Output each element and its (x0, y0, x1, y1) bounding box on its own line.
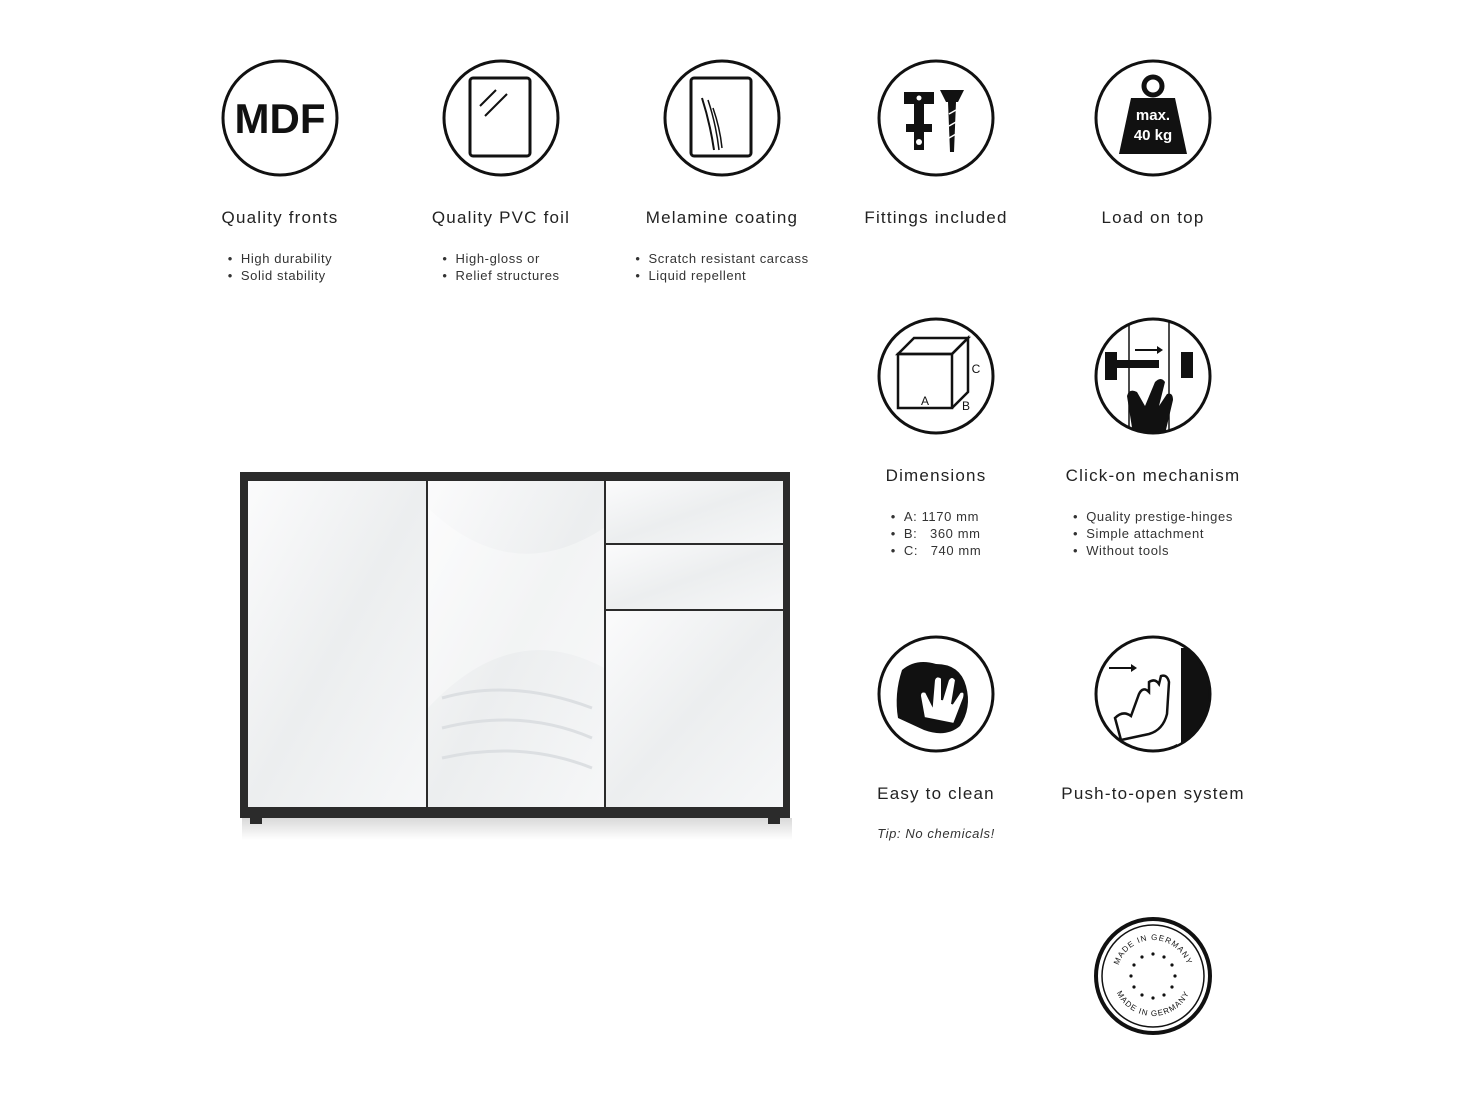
cube-dimensions-icon (876, 316, 996, 436)
drawer-top (606, 481, 783, 543)
weight-kg-text: 40 kg (1133, 127, 1173, 144)
feature-bullets (635, 250, 808, 284)
dimension-c-label: C (971, 362, 981, 376)
feature-title: Quality fronts (221, 208, 339, 227)
feature-bullets (1073, 508, 1233, 559)
bullet: • Without tools (1073, 542, 1233, 559)
feature-clickon (1033, 316, 1273, 560)
feature-mdf (160, 58, 400, 285)
weight-max-text: max. (1135, 107, 1171, 124)
bullet: • Scratch resistant carcass (635, 250, 808, 267)
bullet: • Relief structures (442, 267, 559, 284)
mdf-icon (220, 58, 340, 178)
bullet: • Liquid repellent (635, 267, 808, 284)
push-open-icon (1093, 634, 1213, 754)
feature-tip: Tip: No chemicals! (877, 826, 995, 841)
drawer-middle (606, 545, 783, 609)
feature-title: Quality PVC foil (431, 208, 571, 227)
mdf-icon-text: MDF (234, 95, 326, 142)
feature-germany (1033, 916, 1273, 1036)
bullet: • Simple attachment (1073, 525, 1233, 542)
dimension-a-label: A (920, 394, 930, 408)
feature-melamine (602, 58, 842, 285)
feature-clean (816, 634, 1056, 841)
hinge-screw-icon (876, 58, 996, 178)
glossy-panel-icon (441, 58, 561, 178)
weight-icon (1093, 58, 1213, 178)
seal-text-top: MADE IN GERMANY (1112, 932, 1194, 966)
door-right (606, 611, 783, 807)
feature-bullets (891, 508, 982, 559)
feature-title: Fittings included (864, 208, 1008, 227)
seal-text-bottom: MADE IN GERMANY (1114, 989, 1192, 1019)
sideboard-image (232, 468, 798, 848)
feature-bullets (442, 250, 559, 284)
feature-title: Melamine coating (645, 208, 799, 227)
foot-left (250, 818, 262, 824)
bullet: • High-gloss or (442, 250, 559, 267)
feature-dimensions (816, 316, 1056, 560)
feature-fittings (816, 58, 1056, 228)
bullet: • C: 740 mm (891, 542, 982, 559)
bullet: • A: 1170 mm (891, 508, 982, 525)
dimension-b-label: B (961, 399, 971, 413)
feature-title: Click-on mechanism (1065, 466, 1241, 485)
foot-right (768, 818, 780, 824)
floor-shadow (242, 818, 792, 840)
feature-title: Easy to clean (877, 784, 995, 803)
made-in-germany-seal-icon (1093, 916, 1213, 1036)
bullet: • High durability (228, 250, 333, 267)
bullet: • B: 360 mm (891, 525, 982, 542)
hinge-click-icon (1093, 316, 1213, 436)
scratched-panel-icon (662, 58, 782, 178)
feature-pvc (381, 58, 621, 285)
feature-push (1033, 634, 1273, 804)
feature-title: Dimensions (885, 466, 987, 485)
door-left (248, 481, 426, 807)
feature-bullets (228, 250, 333, 284)
bullet: • Solid stability (228, 267, 333, 284)
bullet: • Quality prestige-hinges (1073, 508, 1233, 525)
feature-load (1033, 58, 1273, 228)
feature-title: Load on top (1101, 208, 1205, 227)
hand-wipe-icon (876, 634, 996, 754)
feature-title: Push-to-open system (1061, 784, 1245, 803)
